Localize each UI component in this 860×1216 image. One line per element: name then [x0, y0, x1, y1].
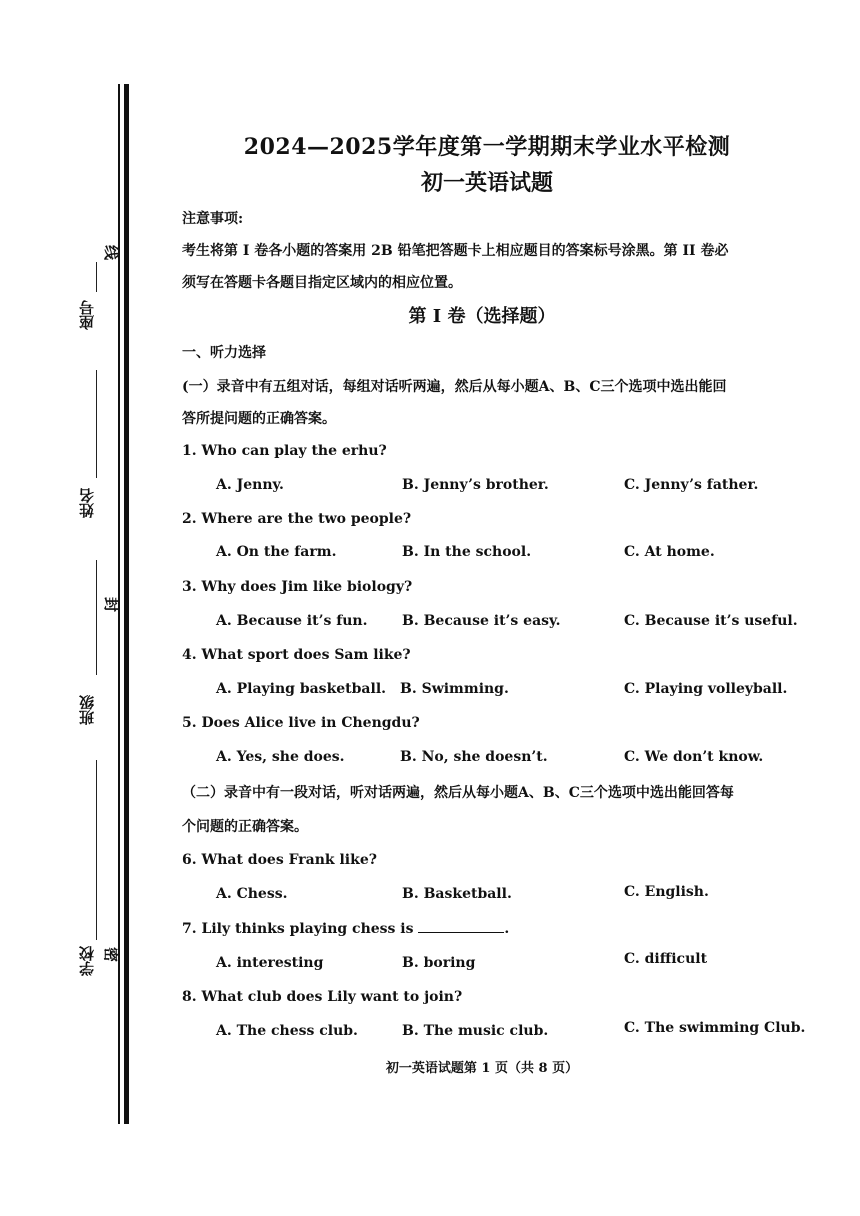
q3-option-a: A. Because it’s fun. [216, 613, 368, 629]
q1-option-b: B. Jenny’s brother. [402, 477, 549, 493]
q2-option-c: C. At home. [624, 544, 715, 560]
answer-blank [418, 920, 504, 933]
question-7-text: 7. Lily thinks playing chess is [182, 921, 419, 937]
class-underline-upper [96, 560, 97, 675]
exam-title: 2024—2025学年度第一学期期末学业水平检测 [243, 134, 731, 160]
q6-option-b: B. Basketball. [402, 886, 512, 902]
question-3: 3. Why does Jim like biology? [182, 579, 413, 595]
q6-option-c: C. English. [624, 884, 709, 900]
notice-line-2: 须写在答题卡各题目指定区域内的相应位置。 [182, 275, 462, 291]
question-7-end: . [504, 921, 510, 937]
q3-option-c: C. Because it’s useful. [624, 613, 798, 629]
school-label: 学校 [78, 946, 96, 976]
q7-option-b: B. boring [402, 955, 476, 971]
q8-option-a: A. The chess club. [216, 1023, 358, 1039]
q1-option-c: C. Jenny’s father. [624, 477, 759, 493]
q5-option-b: B. No, she doesn’t. [400, 749, 548, 765]
notice-line-1: 考生将第 I 卷各小题的答案用 2B 铅笔把答题卡上相应题目的答案标号涂黑。第 II 卷必 [182, 243, 729, 259]
question-6: 6. What does Frank like? [182, 852, 377, 868]
q8-option-b: B. The music club. [402, 1023, 549, 1039]
question-8: 8. What club does Lily want to join? [182, 989, 463, 1005]
q2-option-b: B. In the school. [402, 544, 532, 560]
q4-option-a: A. Playing basketball. [216, 681, 387, 697]
page-footer: 初一英语试题第 1 页（共 8 页） [385, 1061, 579, 1076]
class-label: 班级 [78, 695, 96, 725]
part1-instruction-line-1: (一）录音中有五组对话，每组对话听两遍，然后从每小题A、B、C三个选项中选出能回 [182, 379, 727, 395]
q8-option-c: C. The swimming Club. [624, 1020, 806, 1036]
binding-mark-seal: 封 [102, 596, 121, 613]
name-label: 姓名 [78, 488, 96, 518]
q5-option-c: C. We don’t know. [624, 749, 764, 765]
q4-option-c: C. Playing volleyball. [624, 681, 788, 697]
q5-option-a: A. Yes, she does. [216, 749, 345, 765]
part1-instruction-line-2: 答所提问题的正确答案。 [182, 411, 336, 427]
q7-option-c: C. difficult [624, 951, 708, 967]
part2-instruction-line-2: 个问题的正确答案。 [182, 819, 308, 835]
exam-subtitle: 初一英语试题 [420, 170, 553, 196]
binding-margin [0, 0, 140, 1216]
part2-instruction-line-1: （二）录音中有一段对话，听对话两遍，然后从每小题A、B、C三个选项中选出能回答每 [182, 785, 734, 801]
volume-title: 第 I 卷（选择题） [408, 306, 556, 327]
q6-option-a: A. Chess. [216, 886, 288, 902]
question-4: 4. What sport does Sam like? [182, 647, 411, 663]
question-1: 1. Who can play the erhu? [182, 443, 387, 459]
q7-option-a: A. interesting [216, 955, 324, 971]
binding-mark-line: 线 [102, 244, 121, 261]
question-7 [182, 920, 509, 937]
q3-option-b: B. Because it’s easy. [402, 613, 561, 629]
q4-option-b: B. Swimming. [400, 681, 509, 697]
q1-option-a: A. Jenny. [216, 477, 284, 493]
binding-rule-thick [124, 84, 129, 1124]
question-5: 5. Does Alice live in Chengdu? [182, 715, 420, 731]
question-2: 2. Where are the two people? [182, 511, 412, 527]
seat-underline [96, 262, 97, 292]
name-underline [96, 370, 97, 478]
binding-mark-secret: 密 [102, 946, 121, 963]
notice-heading: 注意事项: [182, 211, 244, 227]
seat-label: 座号 [78, 300, 96, 330]
section-heading: 一、听力选择 [182, 345, 266, 361]
q2-option-a: A. On the farm. [216, 544, 337, 560]
school-underline [96, 760, 97, 940]
